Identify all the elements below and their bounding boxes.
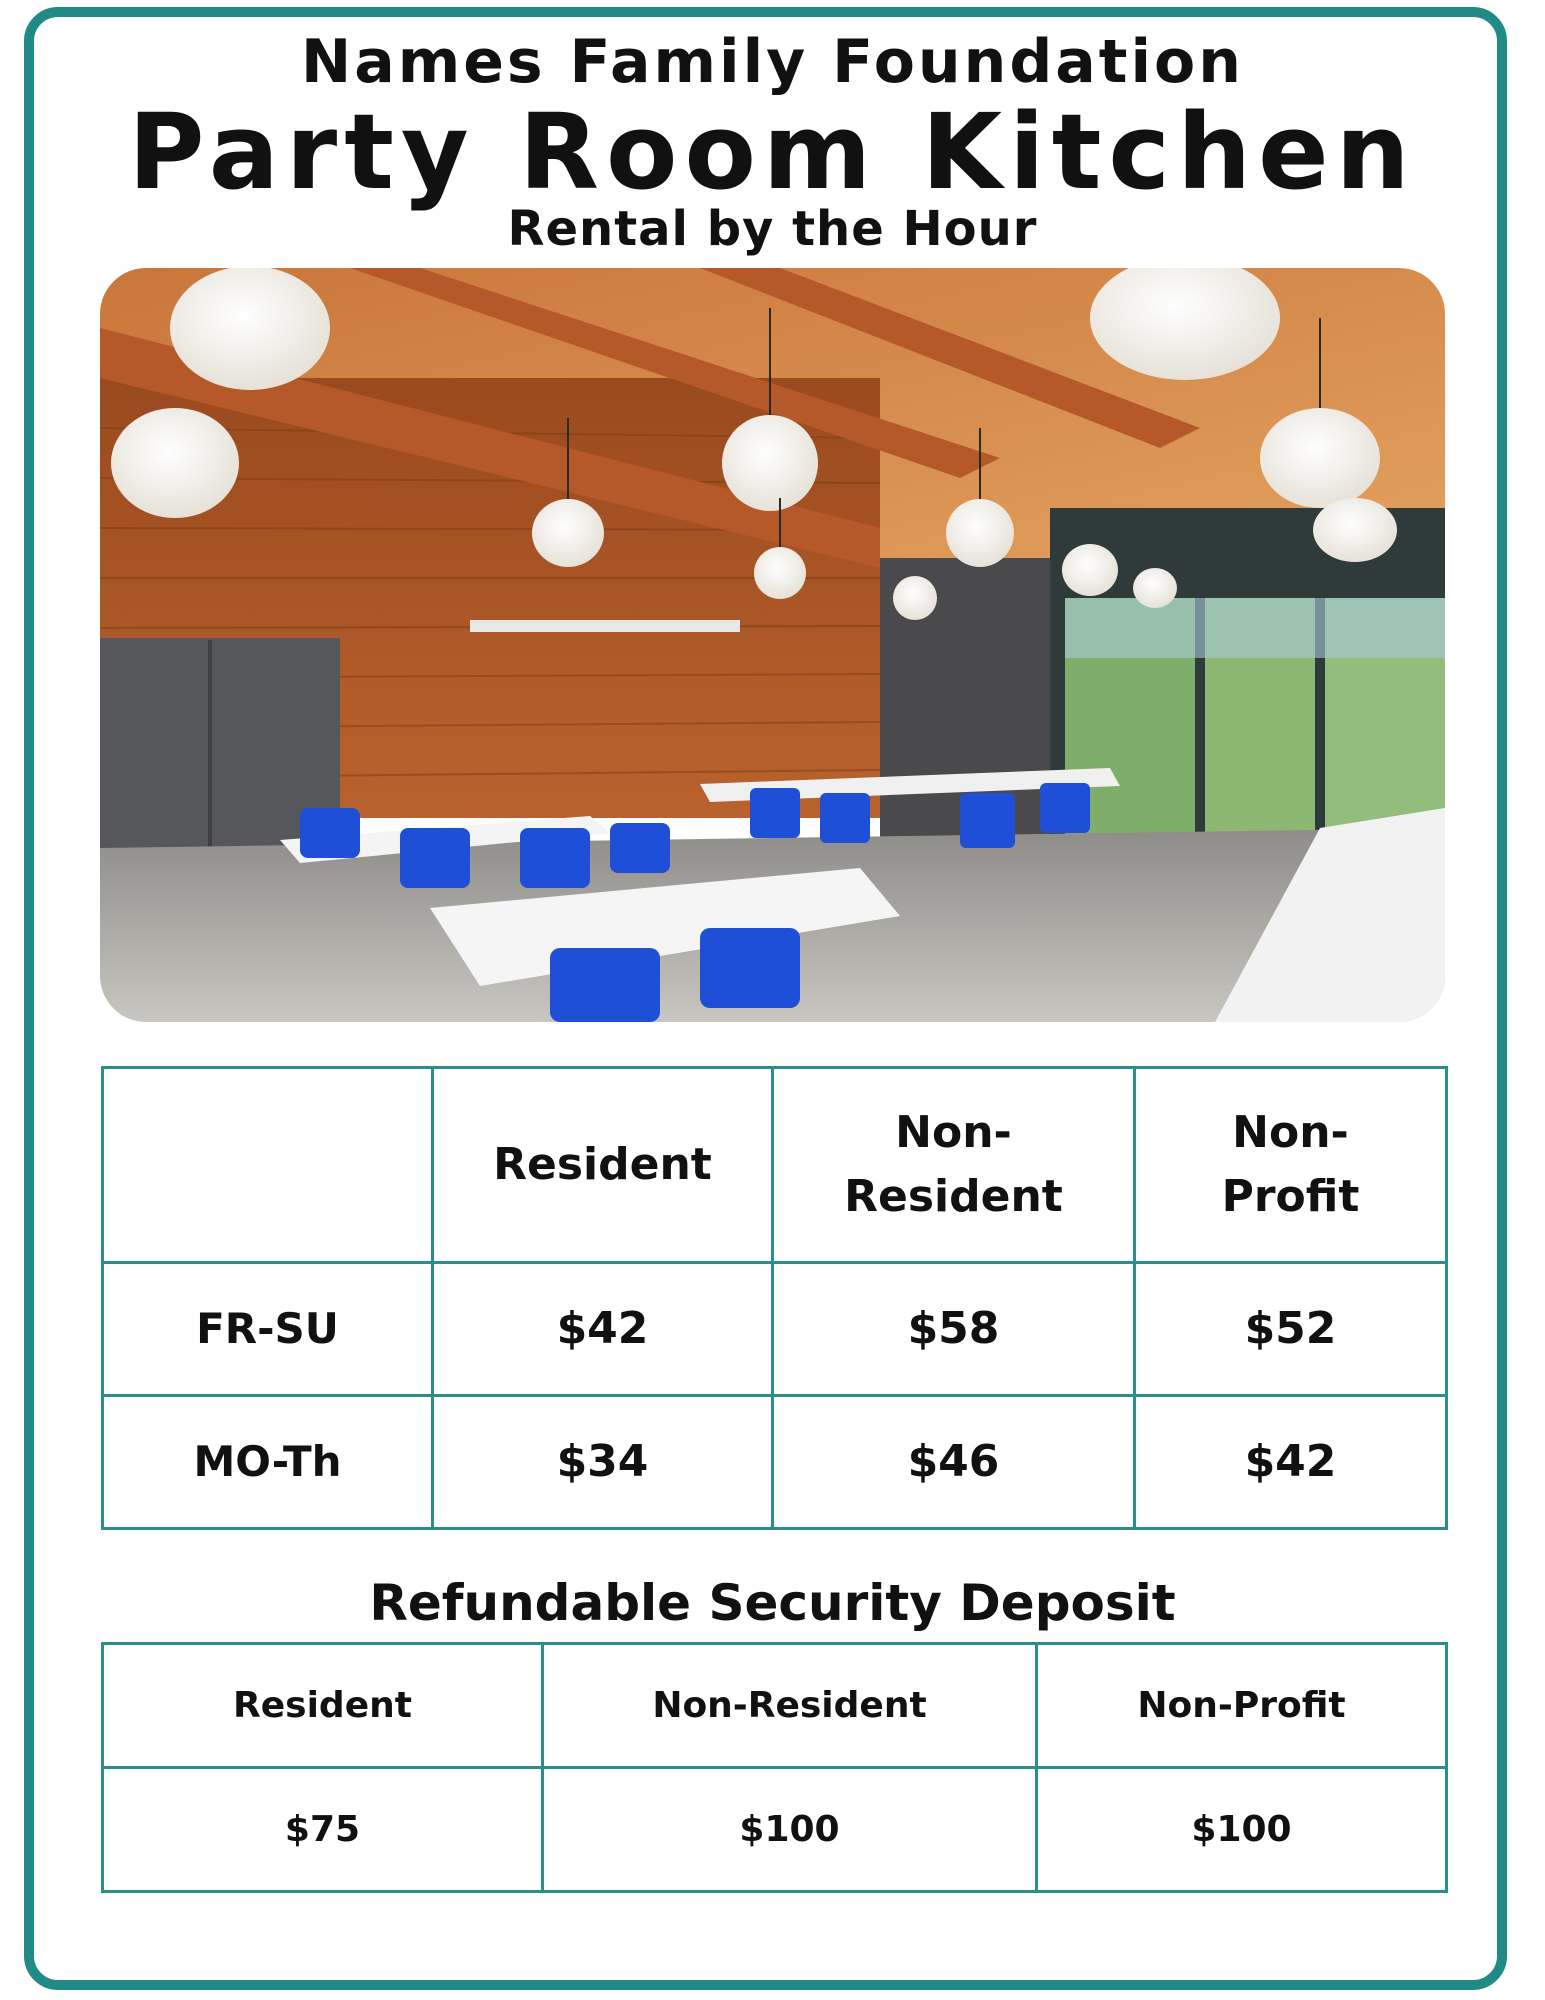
page-subtitle: Rental by the Hour [507, 201, 1038, 257]
row-label: FR-SU [103, 1263, 433, 1396]
deposit-cell: $75 [103, 1768, 543, 1892]
deposit-cell: $100 [1037, 1768, 1447, 1892]
hourly-rates-table [101, 1066, 1448, 1530]
rate-cell: $42 [433, 1263, 773, 1396]
table-header-empty [103, 1068, 433, 1263]
page-title: Party Room Kitchen [128, 91, 1417, 213]
rate-cell: $46 [773, 1396, 1135, 1529]
deposit-header-non-profit: Non-Profit [1037, 1644, 1447, 1768]
rate-cell: $52 [1135, 1263, 1447, 1396]
table-header-resident: Resident [433, 1068, 773, 1263]
deposit-cell: $100 [543, 1768, 1037, 1892]
rate-cell: $42 [1135, 1396, 1447, 1529]
rate-cell: $34 [433, 1396, 773, 1529]
deposit-title: Refundable Security Deposit [369, 1574, 1176, 1632]
deposit-table [101, 1642, 1448, 1893]
table-row [103, 1263, 1447, 1396]
row-label: MO-Th [103, 1396, 433, 1529]
table-row [103, 1396, 1447, 1529]
organization-name: Names Family Foundation [301, 27, 1244, 97]
table-header-non-profit: Non- Profit [1135, 1068, 1447, 1263]
deposit-header-non-resident: Non-Resident [543, 1644, 1037, 1768]
table-header-non-resident: Non- Resident [773, 1068, 1135, 1263]
party-room-photo [100, 268, 1445, 1022]
table-header-row [103, 1644, 1447, 1768]
deposit-header-resident: Resident [103, 1644, 543, 1768]
rate-cell: $58 [773, 1263, 1135, 1396]
table-header-row [103, 1068, 1447, 1263]
table-row [103, 1768, 1447, 1892]
